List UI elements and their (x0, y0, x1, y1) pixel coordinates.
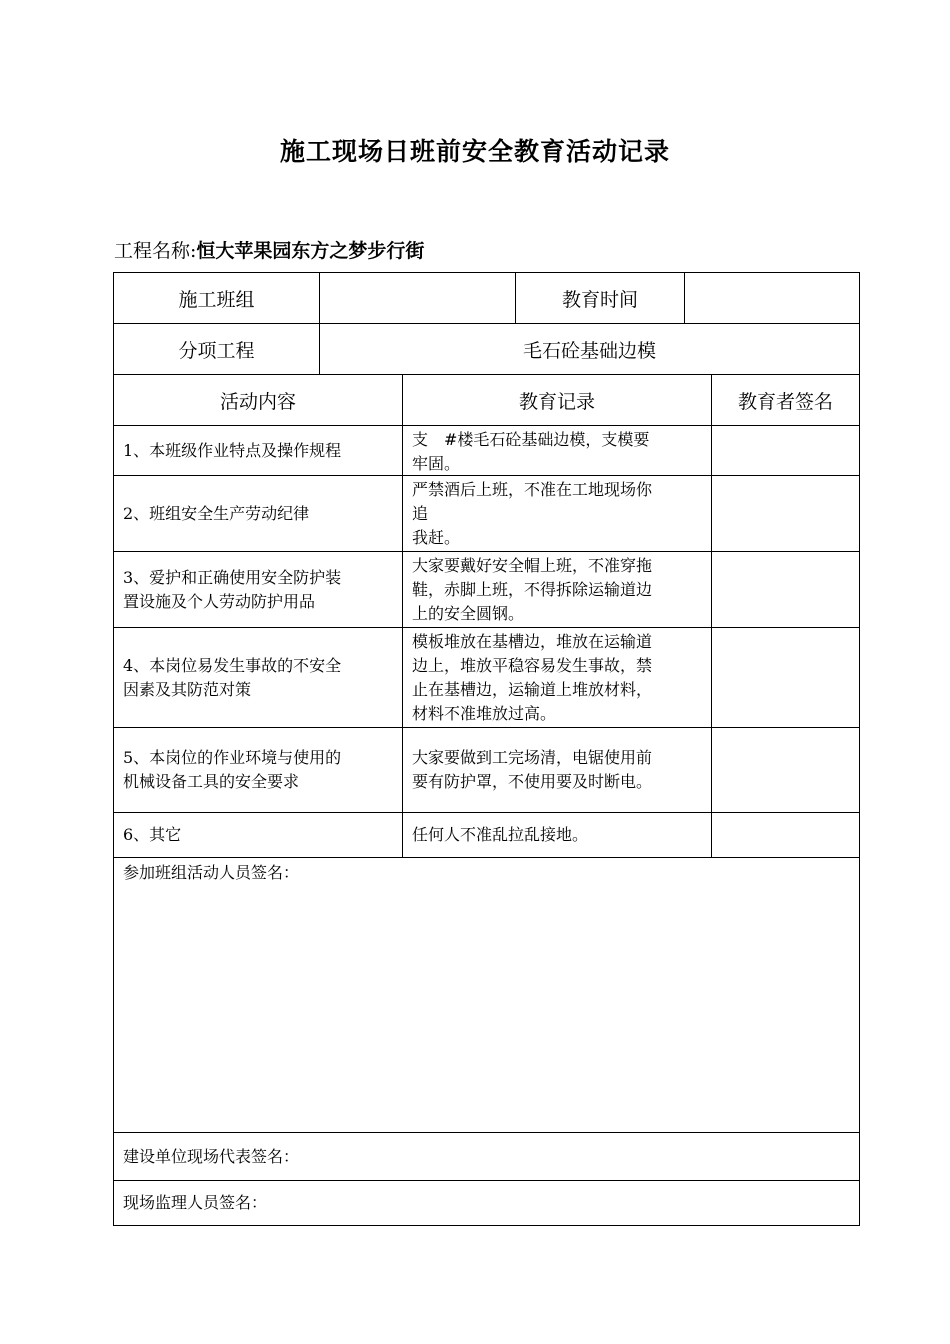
row-content: 1、本班级作业特点及操作规程 (114, 426, 403, 475)
team-value[interactable] (320, 273, 516, 323)
row-record: 大家要做到工完场清，电锯使用前 要有防护罩，不使用要及时断电。 (403, 728, 712, 812)
project-line (114, 236, 424, 263)
row-content: 3、爱护和正确使用安全防护装 置设施及个人劳动防护用品 (114, 552, 403, 627)
subproject-label: 分项工程 (114, 324, 320, 374)
supervisor-label: 现场监理人员签名： (123, 1193, 268, 1212)
row-signer[interactable] (712, 426, 859, 475)
row-record: 任何人不准乱拉乱接地。 (403, 813, 712, 857)
team-label: 施工班组 (114, 273, 320, 323)
table-row (114, 476, 859, 552)
client-rep-signature-row[interactable] (114, 1133, 859, 1181)
row-record: 模板堆放在基槽边，堆放在运输道 边上，堆放平稳容易发生事故，禁 止在基槽边，运输道上堆放材料， 材料不准堆放过高。 (403, 628, 712, 727)
time-label: 教育时间 (516, 273, 685, 323)
col-record-header: 教育记录 (403, 375, 712, 425)
row-content: 6、其它 (114, 813, 403, 857)
record-table (113, 272, 860, 1226)
row-signer[interactable] (712, 476, 859, 551)
row-signer[interactable] (712, 813, 859, 857)
row-team (114, 273, 859, 324)
row-subproject (114, 324, 859, 375)
row-signer[interactable] (712, 552, 859, 627)
project-label: 工程名称: (114, 240, 197, 262)
row-column-headers (114, 375, 859, 426)
client-rep-label: 建设单位现场代表签名： (123, 1146, 300, 1166)
col-signer-header: 教育者签名 (737, 390, 833, 413)
table-row (114, 426, 859, 476)
time-value[interactable] (685, 273, 859, 323)
row-signer[interactable] (712, 628, 859, 727)
table-row (114, 628, 859, 728)
table-row (114, 813, 859, 858)
row-record: 严禁酒后上班，不准在工地现场你 追 我赶。 (403, 476, 712, 551)
row-content: 4、本岗位易发生事故的不安全 因素及其防范对策 (114, 628, 403, 727)
project-name: 恒大苹果园东方之梦步行街 (196, 240, 425, 262)
participants-label: 参加班组活动人员签名： (123, 863, 300, 882)
supervisor-signature-row[interactable] (114, 1181, 859, 1225)
row-content: 2、班组安全生产劳动纪律 (114, 476, 403, 551)
table-row (114, 728, 859, 813)
page-title: 施工现场日班前安全教育活动记录 (279, 137, 670, 166)
row-record: 大家要戴好安全帽上班，不准穿拖 鞋，赤脚上班，不得拆除运输道边 上的安全圆钢。 (403, 552, 712, 627)
table-row (114, 552, 859, 628)
subproject-value: 毛石砼基础边模 (522, 339, 656, 362)
row-content: 5、本岗位的作业环境与使用的 机械设备工具的安全要求 (114, 728, 403, 812)
col-content-header: 活动内容 (114, 375, 403, 425)
participants-signature-block[interactable] (114, 858, 859, 1133)
row-signer[interactable] (712, 728, 859, 812)
row-record: 支 #楼毛石砼基础边模，支模要 牢固。 (403, 426, 712, 475)
